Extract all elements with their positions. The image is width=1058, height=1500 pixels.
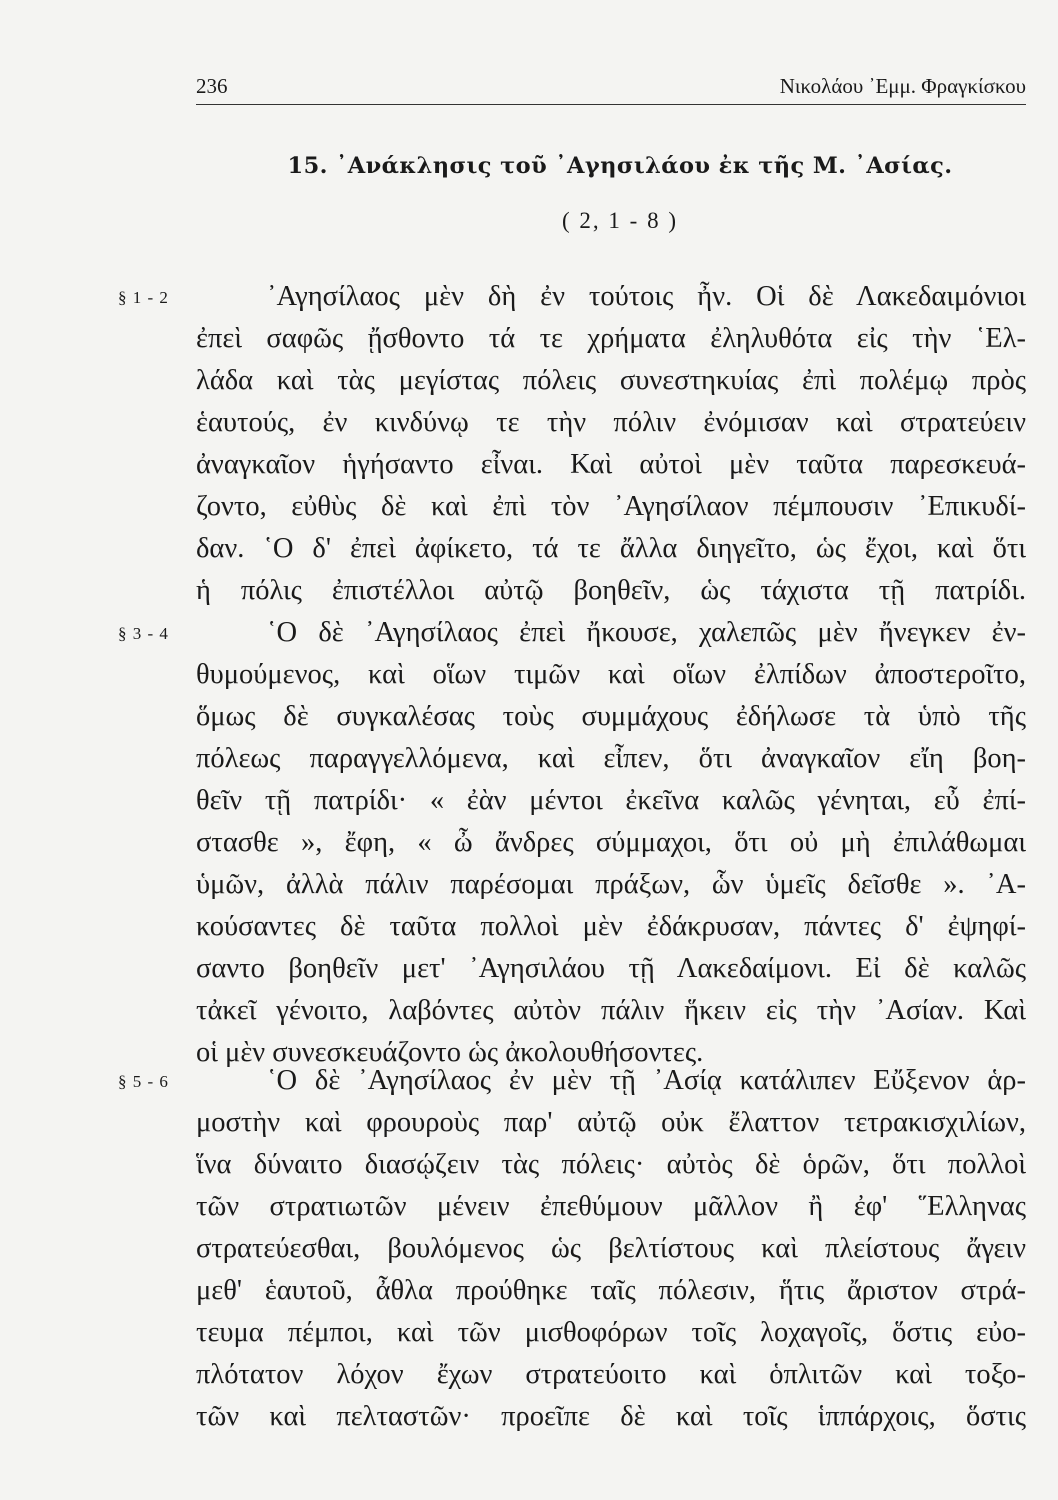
text-line: ᾽Αγησίλαος μὲν δὴ ἐν τούτοις ἦν. Οἱ δὲ Λακεδαιμόνιοι: [267, 281, 1026, 312]
text-line: δαν. ῾Ο δ' ἐπεὶ ἀφίκετο, τά τε ἄλλα διηγεῖτο, ὡς ἔχοι, καὶ ὅτι: [196, 533, 1026, 564]
margin-reference: § 1 - 2: [118, 288, 169, 307]
text-line: ὅμως δὲ συγκαλέσας τοὺς συμμάχους ἐδήλωσε τὰ ὑπὸ τῆς: [196, 701, 1026, 732]
text-line: ἀναγκαῖον ἡγήσαντο εἶναι. Καὶ αὐτοὶ μὲν ταῦτα παρεσκευά-: [196, 449, 1026, 480]
text-line: ἑαυτούς, ἐν κινδύνῳ τε τὴν πόλιν ἐνόμισαν καὶ στρατεύειν: [196, 407, 1026, 438]
page-number: 236: [196, 74, 228, 98]
text-line: τἀκεῖ γένοιτο, λαβόντες αὐτὸν πάλιν ἥκειν εἰς τὴν ᾽Ασίαν. Καὶ: [196, 995, 1026, 1026]
text-line: λάδα καὶ τὰς μεγίστας πόλεις συνεστηκυίας ἐπὶ πολέμῳ πρὸς: [196, 365, 1026, 396]
text-line: ἡ πόλις ἐπιστέλλοι αὐτῷ βοηθεῖν, ὡς τάχιστα τῇ πατρίδι.: [196, 575, 1026, 606]
text-line: τευμα πέμποι, καὶ τῶν μισθοφόρων τοῖς λοχαγοῖς, ὅστις εὐο-: [196, 1317, 1026, 1348]
text-line: ἐπεὶ σαφῶς ᾔσθοντο τά τε χρήματα ἐληλυθότα εἰς τὴν ῾Ελ-: [196, 323, 1026, 354]
text-line: σαντο βοηθεῖν μετ' ᾽Αγησιλάου τῇ Λακεδαίμονι. Εἰ δὲ καλῶς: [196, 953, 1026, 984]
text-line: ῾Ο δὲ ᾽Αγησίλαος ἐν μὲν τῇ ᾽Ασίᾳ κατάλιπεν Εὔξενον ἁρ-: [267, 1065, 1026, 1096]
margin-reference: § 3 - 4: [118, 624, 169, 643]
text-line: μεθ' ἑαυτοῦ, ἆθλα προύθηκε ταῖς πόλεσιν, ἥτις ἄριστον στρά-: [196, 1275, 1026, 1306]
running-header-author: Νικολάου ᾽Εμμ. Φραγκίσκου: [779, 74, 1026, 98]
text-line: ὑμῶν, ἀλλὰ πάλιν παρέσομαι πράξων, ὧν ὑμεῖς δεῖσθε ». ᾽Α-: [196, 869, 1026, 900]
running-header: [196, 70, 1026, 105]
text-line: πόλεως παραγγελλόμενα, καὶ εἶπεν, ὅτι ἀναγκαῖον εἴη βοη-: [196, 743, 1026, 774]
text-line: πλότατον λόχον ἔχων στρατεύοιτο καὶ ὁπλιτῶν καὶ τοξο-: [196, 1359, 1026, 1390]
text-line: οἱ μὲν συνεσκευάζοντο ὡς ἀκολουθήσοντες.: [196, 1037, 704, 1068]
text-line: τῶν καὶ πελταστῶν· προεῖπε δὲ καὶ τοῖς ἱππάρχοις, ὅστις: [196, 1401, 1026, 1432]
text-line: τῶν στρατιωτῶν μένειν ἐπεθύμουν μᾶλλον ἢ ἐφ' ῞Ελληνας: [196, 1191, 1026, 1222]
text-line: ἵνα δύναιτο διασῴζειν τὰς πόλεις· αὐτὸς δὲ ὁρῶν, ὅτι πολλοὶ: [196, 1149, 1026, 1180]
text-line: ῾Ο δὲ ᾽Αγησίλαος ἐπεὶ ἤκουσε, χαλεπῶς μὲν ἤνεγκεν ἐν-: [267, 617, 1026, 648]
chapter-range: ( 2, 1 - 8 ): [562, 208, 678, 233]
margin-reference: § 5 - 6: [118, 1072, 169, 1091]
text-line: στρατεύεσθαι, βουλόμενος ὡς βελτίστους καὶ πλείστους ἄγειν: [196, 1233, 1026, 1264]
text-line: μοστὴν καὶ φρουροὺς παρ' αὐτῷ οὐκ ἔλαττον τετρακισχιλίων,: [196, 1107, 1026, 1138]
text-line: ζοντο, εὐθὺς δὲ καὶ ἐπὶ τὸν ᾽Αγησίλαον πέμπουσιν ᾽Επικυδί-: [196, 491, 1026, 522]
chapter-title: 15. ᾽Ανάκλησις τοῦ ᾽Αγησιλάου ἐκ τῆς Μ. ᾽Ασίας.: [287, 153, 953, 179]
text-line: στασθε », ἔφη, « ὦ ἄνδρες σύμμαχοι, ὅτι οὐ μὴ ἐπιλάθωμαι: [196, 827, 1026, 858]
text-line: κούσαντες δὲ ταῦτα πολλοὶ μὲν ἐδάκρυσαν, πάντες δ' ἐψηφί-: [196, 911, 1026, 942]
text-line: θυμούμενος, καὶ οἵων τιμῶν καὶ οἵων ἐλπίδων ἀποστεροῖτο,: [196, 659, 1026, 690]
text-line: θεῖν τῇ πατρίδι· « ἐὰν μέντοι ἐκεῖνα καλῶς γένηται, εὖ ἐπί-: [196, 785, 1026, 816]
